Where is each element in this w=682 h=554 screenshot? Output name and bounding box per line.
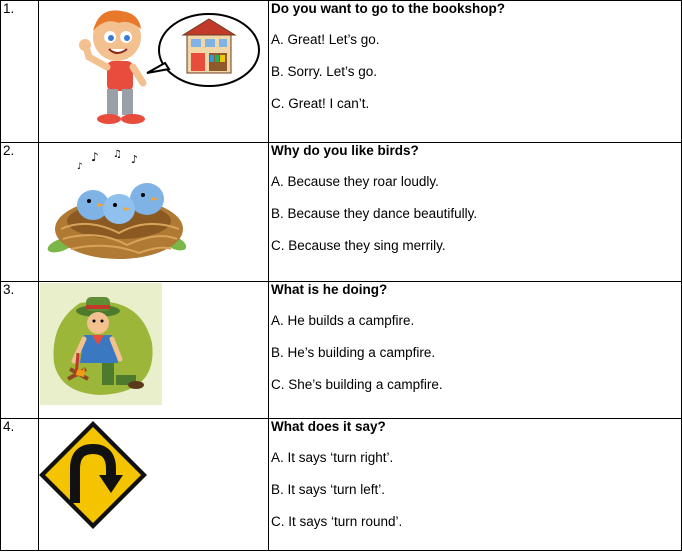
quiz-row-4	[1, 419, 682, 551]
svg-text:♪: ♪	[91, 150, 99, 164]
question-cell	[269, 419, 682, 551]
question-text: Do you want to go to the bookshop?	[271, 1, 505, 16]
question-text: Why do you like birds?	[271, 143, 419, 158]
quiz-row-3	[1, 282, 682, 419]
option-b: B. He’s building a campfire.	[271, 345, 436, 360]
quiz-row-1	[1, 1, 682, 143]
option-b: B. Because they dance beautifully.	[271, 206, 478, 221]
image-cell	[39, 143, 269, 282]
svg-text:♫: ♫	[113, 149, 122, 160]
boy-thinking-of-bookshop-icon	[79, 7, 269, 125]
boy-building-campfire-icon	[40, 283, 162, 405]
option-c: C. Because they sing merrily.	[271, 238, 446, 253]
item-number: 3.	[3, 282, 15, 297]
image-cell	[39, 1, 269, 143]
item-number: 4.	[3, 419, 15, 434]
question-text: What is he doing?	[271, 282, 388, 297]
option-a: A. Because they roar loudly.	[271, 174, 439, 189]
item-number-cell	[1, 1, 39, 143]
svg-text:♪: ♪	[131, 153, 139, 166]
option-a: A. It says ‘turn right’.	[271, 450, 394, 465]
option-c: C. She’s building a campfire.	[271, 377, 443, 392]
option-a: A. He builds a campfire.	[271, 313, 415, 328]
option-a: A. Great! Let’s go.	[271, 32, 380, 47]
question-text: What does it say?	[271, 419, 386, 434]
item-number-cell	[1, 419, 39, 551]
item-number: 2.	[3, 143, 15, 158]
image-cell	[39, 419, 269, 551]
svg-text:♪: ♪	[77, 162, 83, 172]
birds-singing-in-nest-icon	[47, 147, 187, 277]
item-number-cell	[1, 282, 39, 419]
question-cell	[269, 1, 682, 143]
item-number-cell	[1, 143, 39, 282]
option-b: B. Sorry. Let’s go.	[271, 64, 378, 79]
turn-round-road-sign-icon	[39, 419, 149, 529]
question-cell	[269, 282, 682, 419]
image-cell	[39, 282, 269, 419]
option-b: B. It says ‘turn left’.	[271, 482, 386, 497]
item-number: 1.	[3, 1, 15, 16]
quiz-row-2	[1, 143, 682, 282]
question-cell	[269, 143, 682, 282]
option-c: C. Great! I can’t.	[271, 96, 370, 111]
option-c: C. It says ‘turn round’.	[271, 514, 403, 529]
